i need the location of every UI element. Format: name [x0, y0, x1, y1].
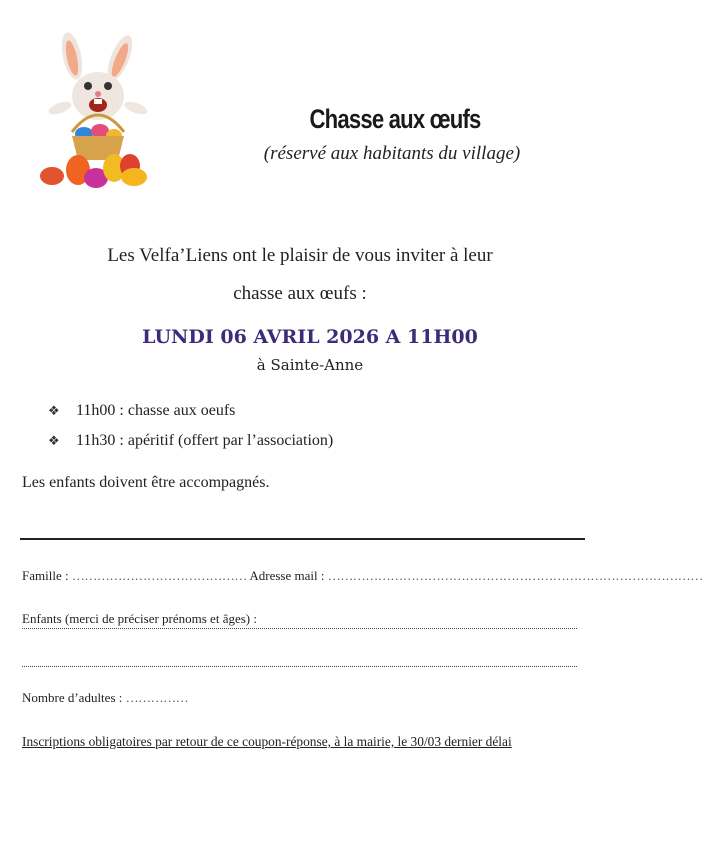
diamond-bullet-icon: ❖ — [48, 433, 60, 448]
enfants-field-line-1[interactable] — [22, 628, 577, 629]
page-title: Chasse aux œufs — [309, 104, 481, 134]
adultes-row — [22, 690, 188, 706]
program-item — [48, 402, 235, 420]
diamond-bullet-icon: ❖ — [48, 403, 60, 418]
cut-separator-line — [20, 538, 585, 540]
adultes-field[interactable]: …………… — [125, 690, 189, 705]
adultes-label: Nombre d’adultes : — [22, 690, 123, 705]
famille-email-row — [22, 568, 703, 584]
event-place: à Sainte-Anne — [256, 356, 364, 374]
program-item-text: 11h30 : apéritif (offert par l’association) — [76, 432, 334, 449]
easter-bunny-illustration — [30, 28, 150, 190]
enfants-field-line-2[interactable] — [22, 666, 577, 667]
registration-notice: Inscriptions obligatoires par retour de ce coupon-réponse, à la mairie, le 30/03 dernier délai — [22, 734, 512, 749]
famille-field[interactable]: …………………………………… — [71, 568, 247, 583]
accompaniment-note: Les enfants doivent être accompagnés. — [22, 474, 270, 491]
page-subtitle: (réservé aux habitants du village) — [263, 143, 521, 164]
invitation-line-1: Les Velfa’Liens ont le plaisir de vous inviter à leur — [107, 245, 493, 266]
enfants-label: Enfants (merci de préciser prénoms et âges) : — [22, 611, 257, 626]
email-label: Adresse mail : — [249, 568, 325, 583]
program-item-text: 11h00 : chasse aux oeufs — [76, 402, 236, 419]
program-item — [48, 432, 333, 450]
famille-label: Famille : — [22, 568, 69, 583]
invitation-line-2: chasse aux œufs : — [233, 283, 367, 304]
email-field[interactable]: ……………………………………………………………………………… — [327, 568, 703, 583]
event-date: LUNDI 06 AVRIL 2026 A 11H00 — [142, 326, 478, 348]
